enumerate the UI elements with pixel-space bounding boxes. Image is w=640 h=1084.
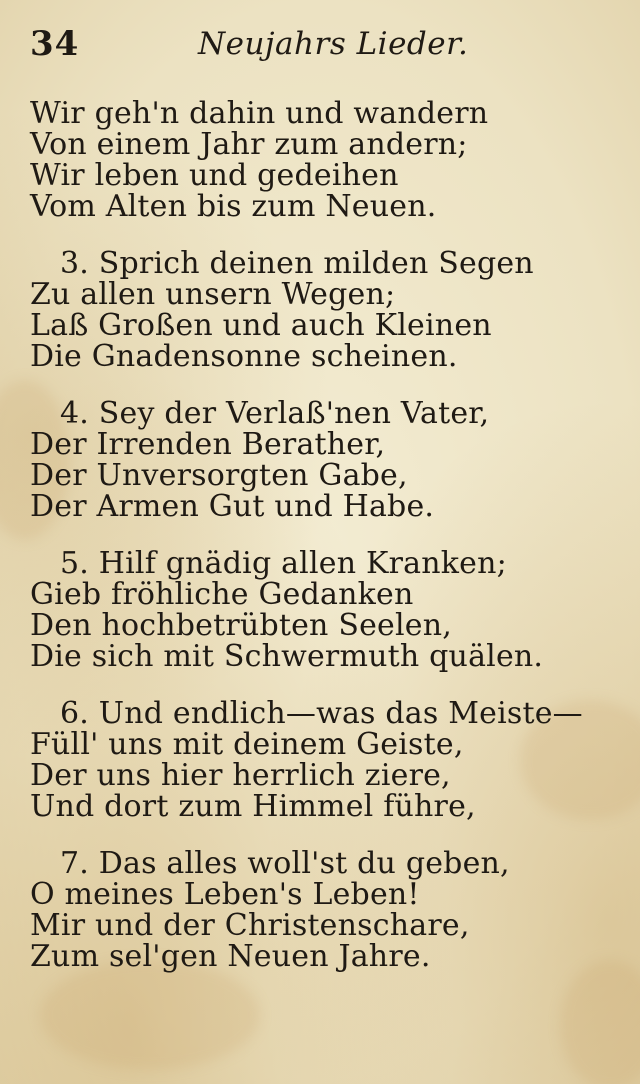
verse-line: 6. Und endlich—was das Meiste— <box>60 696 583 731</box>
page-header <box>30 24 590 68</box>
verse-line: Laß Großen und auch Kleinen <box>30 308 492 343</box>
stanza-5 <box>30 548 590 672</box>
hymn-text <box>30 98 590 998</box>
verse-line: Wir leben und gedeihen <box>30 158 399 193</box>
verse-line: Die sich mit Schwermuth quälen. <box>30 639 544 674</box>
verse-line: 7. Das alles woll'st du geben, <box>60 846 510 881</box>
verse-line: 4. Sey der Verlaß'nen Vater, <box>60 396 490 431</box>
verse-line: 3. Sprich deinen milden Segen <box>60 246 534 281</box>
verse-line: Von einem Jahr zum andern; <box>30 127 468 162</box>
verse-line: Füll' uns mit deinem Geiste, <box>30 727 464 762</box>
verse-line: Zum sel'gen Neuen Jahre. <box>30 939 431 974</box>
verse-line: Vom Alten bis zum Neuen. <box>30 189 437 224</box>
verse-line: Gieb fröhliche Gedanken <box>30 577 414 612</box>
verse-line: Zu allen unsern Wegen; <box>30 277 396 312</box>
page-number: 34 <box>30 24 80 64</box>
running-title: Neujahrs Lieder. <box>198 26 469 62</box>
stanza-4 <box>30 398 590 522</box>
verse-line: Der Armen Gut und Habe. <box>30 489 435 524</box>
verse-line: Den hochbetrübten Seelen, <box>30 608 452 643</box>
verse-line: Und dort zum Himmel führe, <box>30 789 476 824</box>
verse-line: Wir geh'n dahin und wandern <box>30 96 489 131</box>
stanza-6 <box>30 698 590 822</box>
stanza-2-continuation <box>30 98 590 222</box>
verse-line: O meines Leben's Leben! <box>30 877 420 912</box>
verse-line: Der uns hier herrlich ziere, <box>30 758 451 793</box>
stanza-7 <box>30 848 590 972</box>
verse-line: Der Irrenden Berather, <box>30 427 386 462</box>
verse-line: 5. Hilf gnädig allen Kranken; <box>60 546 507 581</box>
verse-line: Mir und der Christenschare, <box>30 908 470 943</box>
verse-line: Der Unversorgten Gabe, <box>30 458 408 493</box>
verse-line: Die Gnadensonne scheinen. <box>30 339 458 374</box>
stanza-3 <box>30 248 590 372</box>
